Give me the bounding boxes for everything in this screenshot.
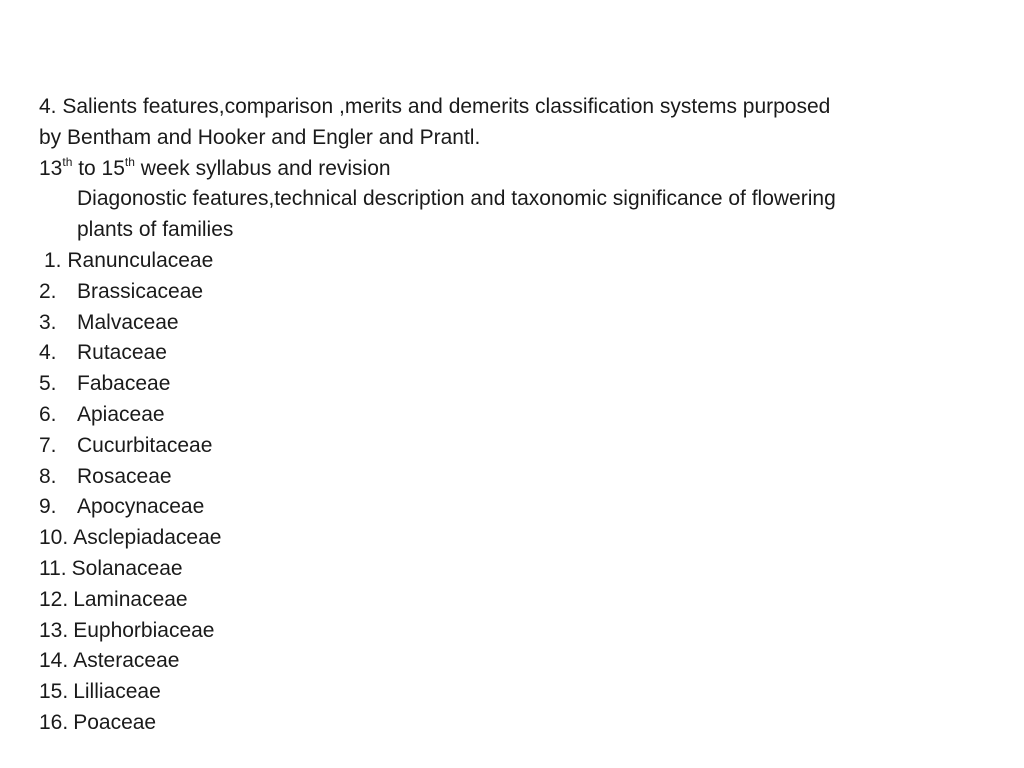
heading-line-1: 4. Salients features,comparison ,merits and demerits classification systems purposed (39, 95, 831, 118)
family-name: Apocynaceae (77, 495, 205, 519)
family-name: Asteraceae (73, 649, 180, 673)
week-connector: to 15 (72, 156, 125, 180)
family-name: Asclepiadaceae (73, 526, 222, 550)
family-number: 15. (39, 680, 69, 704)
family-item (39, 616, 989, 647)
family-item (39, 646, 989, 677)
family-number: 4. (39, 341, 57, 365)
family-name: Brassicaceae (77, 279, 204, 303)
slide-content (39, 92, 989, 739)
heading-line-2: by Bentham and Hooker and Engler and Prantl. (39, 125, 481, 149)
family-number: 7. (39, 433, 57, 457)
family-number: 10. (39, 526, 69, 550)
family-name: Lilliaceae (73, 680, 161, 704)
sub-line-2: plants of families (77, 218, 234, 242)
family-item-1: 1. Ranunculaceae (44, 248, 214, 272)
family-number: 13. (39, 618, 69, 642)
family-name: Solanaceae (71, 556, 183, 580)
family-name: Poaceae (73, 710, 157, 734)
family-list (39, 277, 989, 739)
family-number: 11. (39, 556, 67, 580)
week-line (39, 154, 989, 185)
family-item (39, 338, 989, 369)
sub-line-1: Diagonostic features,technical description and taxonomic significance of flowering (77, 187, 836, 211)
family-number: 2. (39, 279, 57, 303)
family-name: Apiaceae (77, 402, 165, 426)
family-item (39, 554, 989, 585)
week-start: 13 (39, 156, 63, 180)
family-item (39, 677, 989, 708)
family-name: Fabaceae (77, 372, 171, 396)
family-number: 12. (39, 587, 69, 611)
family-number: 9. (39, 495, 57, 519)
week-rest: week syllabus and revision (134, 156, 391, 180)
family-name: Rosaceae (77, 464, 172, 488)
family-number: 8. (39, 464, 57, 488)
family-item (39, 277, 989, 308)
family-number: 6. (39, 402, 57, 426)
week-start-sup: th (62, 154, 73, 169)
family-number: 16. (39, 710, 69, 734)
family-item (39, 492, 989, 523)
family-name: Rutaceae (77, 341, 167, 365)
family-item (39, 585, 989, 616)
family-number: 14. (39, 649, 69, 673)
family-name: Cucurbitaceae (77, 433, 213, 457)
family-item (39, 523, 989, 554)
family-item (39, 369, 989, 400)
family-item (39, 400, 989, 431)
family-number: 3. (39, 310, 57, 334)
family-number: 5. (39, 372, 57, 396)
week-end-sup: th (124, 154, 135, 169)
family-item (39, 462, 989, 493)
family-item (39, 431, 989, 462)
family-item (39, 708, 989, 739)
family-item (39, 308, 989, 339)
family-name: Euphorbiaceae (73, 618, 215, 642)
family-name: Malvaceae (77, 310, 179, 334)
family-name: Laminaceae (73, 587, 188, 611)
